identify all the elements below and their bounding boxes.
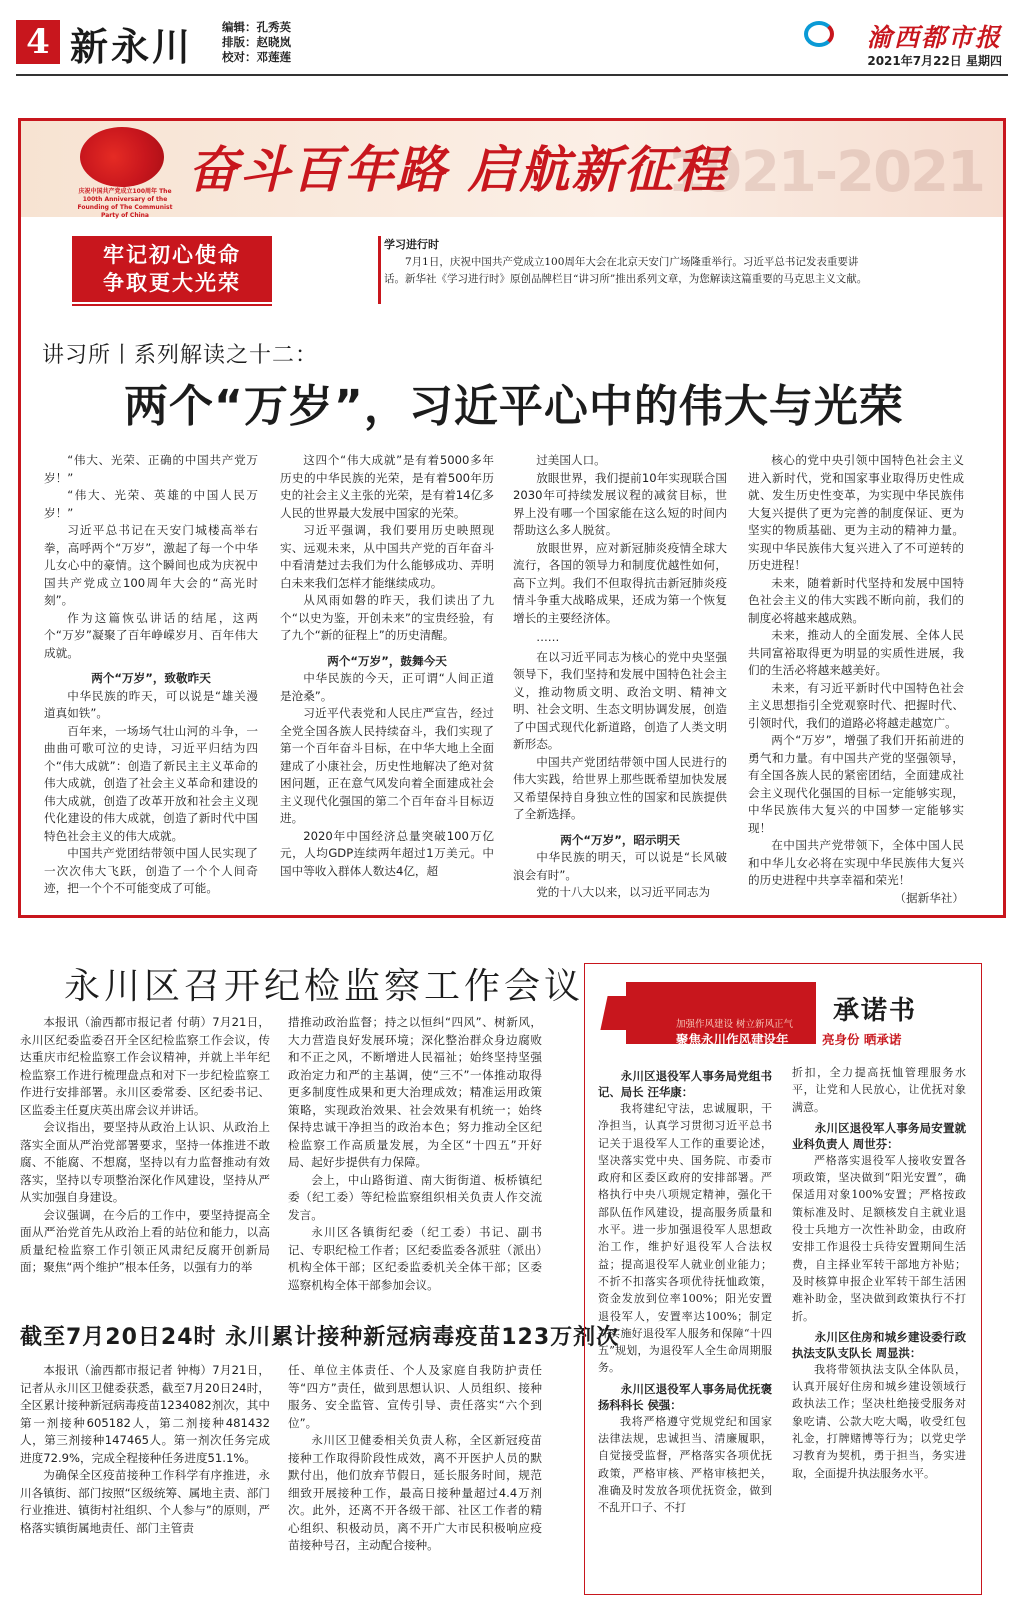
meeting-column-1	[20, 1014, 270, 1277]
paragraph: 从风雨如磐的昨天，我们读出了九个“以史为鉴，开创未来”的宝贵经验，有了九个“新的征程上”的历史清醒。	[280, 593, 494, 642]
issue-date: 2021年7月22日 星期四	[867, 54, 1002, 68]
badge-line-1: 牢记初心使命	[103, 243, 241, 267]
party-emblem-icon	[80, 127, 164, 187]
paragraph: 会上，中山路街道、南大街街道、板桥镇纪委（纪工委）等纪检监察组织相关负责人作交流发言。	[288, 1172, 542, 1222]
paragraph: 未来，推动人的全面发展、全体人民共同富裕取得更为明显的实质性进展，我们的生活必将越来越美好。	[748, 628, 964, 677]
paragraph: 习近平总书记在天安门城楼高举右拳，高呼两个“万岁”，激起了每一个中华儿女心中的豪情。这个瞬间也成为庆祝中国共产党成立100周年大会的“高光时刻”。	[44, 523, 258, 607]
paragraph: 我将建纪守法，忠诚履职，干净担当，认真学习贯彻习近平总书记关于退役军人工作的重要论述，坚决落实党中央、国务院、市委市政府和区委区政府的安排部署。严格执行中央八项规定精神，强化干部队伍作风建设，提高服务质量和水平。进一步加强退役军人思想政治工作，维护好退役军人合法权益；提高退役军人就业创业能力；不折不扣落实各项优待抚恤政策，资金发放到位率100%；阳光安置退役军人，安置率达100%；制定并实施好退役军人服务和保障“十四五”规划，为退役军人全生命周期服务。	[598, 1102, 772, 1375]
article-column-4	[748, 452, 964, 907]
paragraph: 任、单位主体责任、个人及家庭自我防护责任等“四方”责任，做到思想认识、人员组织、接种服务、安全监管、宣传引导、责任落实“六个到位”。	[288, 1363, 542, 1430]
paragraph: 永川区卫健委相关负责人称，全区新冠疫苗接种工作取得阶段性成效，离不开医护人员的默默付出，他们放弃节假日，延长服务时间，规范细致开展接种工作，最高日接种量超过4.4万剂次。此外，还离不开各级干部、社区工作者的精心组织、积极动员，离不开广大市民积极响应疫苗接种号召，主动配合接种。	[288, 1433, 542, 1552]
meeting-column-2	[288, 1014, 542, 1294]
promise-title: 承诺书	[833, 996, 918, 1026]
paragraph: 习近平强调，我们要用历史映照现实、远观未来，从中国共产党的百年奋斗中看清楚过去我们为什么能够成功、弄明白未来我们怎样才能继续成功。	[280, 523, 494, 590]
paragraph: 中华民族的明天，可以说是“长风破浪会有时”。	[513, 850, 727, 882]
banner-slogan: 奋斗百年路 启航新征程	[188, 140, 728, 199]
intro-text: 7月1日，庆祝中国共产党成立100周年大会在北京天安门广场隆重举行。习近平总书记发表重要讲话。新华社《学习进行时》原创品牌栏目“讲习所”推出系列文章，为您解读这篇重要的马克思主义文献。	[384, 256, 868, 285]
page-number: 4	[16, 20, 60, 64]
paragraph: 为确保全区疫苗接种工作科学有序推进，永川各镇街、部门按照“区级统筹、属地主责、部门行业推进、镇街村社组织、个人参与”的原则，严格落实镇街属地责任、部门主管责	[20, 1468, 270, 1535]
paragraph: 核心的党中央引领中国特色社会主义进入新时代，党和国家事业取得历史性成就、发生历史性变革，为实现中华民族伟大复兴提供了更为完善的制度保证、更为坚实的物质基础、更为主动的精神力量。实现中华民族伟大复兴进入了不可逆转的历史进程！	[748, 453, 964, 572]
section-subhead: 两个“万岁”，昭示明天	[560, 832, 680, 847]
paragraph: 习近平代表党和人民庄严宣告，经过全党全国各族人民持续奋斗，我们实现了第一个百年奋斗目标，在中华大地上全面建成了小康社会，历史性地解决了绝对贫困问题，正在意气风发向着全面建成社会主义现代化强国的第二个百年奋斗目标迈进。	[280, 706, 494, 825]
promise-heading: 永川区住房和城乡建设委行政执法支队支队长 周显洪：	[792, 1329, 966, 1360]
paragraph: 放眼世界，应对新冠肺炎疫情全球大流行，各国的领导力和制度优越性如何，高下立判。我们不但取得抗击新冠肺炎疫情斗争重大战略成果，还成为第一个恢复增长的主要经济体。	[513, 540, 727, 625]
promise-heading: 永川区退役军人事务局党组书记、局长 汪华康：	[598, 1069, 772, 1099]
paragraph: 放眼世界，我们提前10年实现联合国2030年可持续发展议程的减贫目标，世界上没有哪一个国家能在这么短的时间内帮助这么多人脱贫。	[513, 470, 727, 537]
page-name: 新永川	[70, 24, 194, 69]
article-column-3	[513, 452, 727, 902]
vaccine-column-1	[20, 1362, 270, 1537]
paragraph: 中国共产党团结带领中国人民进行的伟大实践，给世界上那些既希望加快发展又希望保持自身独立性的国家和民族提供了全新选择。	[513, 754, 727, 821]
paragraph: 严格落实退役军人接收安置各项政策，坚决做到“阳光安置”，确保适用对象100%安置；严格按政策标准及时、足额核发自主就业退役士兵地方一次性补助金，由政府安排工作退役士兵待安置期间生活费，自主择业军转干部地方补贴；及时核算申报企业军转干部生活困难补助金，坚决做到政策执行不打折。	[792, 1153, 966, 1323]
topic-badge	[72, 236, 272, 302]
intro-title: 学习进行时	[384, 238, 439, 251]
paragraph: 本报讯（渝西都市报记者 钟梅）7月21日，记者从永川区卫健委获悉，截至7月20日24时，全区累计接种新冠病毒疫苗1234082剂次，其中第一剂接种605182人，第二剂接种481432人，第三剂接种147465人。第一剂次任务完成进度72.9%，完成全程接种任务进度51.1%。	[20, 1363, 270, 1465]
layout-credit: 排版：赵晓岚	[222, 35, 291, 49]
section-subhead: 两个“万岁”，鼓舞今天	[327, 653, 447, 668]
header-divider	[16, 74, 1008, 76]
paragraph: 党的十八大以来，以习近平同志为	[536, 885, 711, 899]
paragraph: 本报讯（渝西都市报记者 付萌）7月21日，永川区纪委监委召开全区纪检监察工作会议，传达重庆市纪检监察工作会议精神，并就上半年纪检监察工作进行梳理盘点和对下一步纪检监察工作进行安排部署。永川区委常委、区纪委书记、区监委主任夏庆英出席会议并讲话。	[20, 1015, 270, 1117]
promise-heading: 永川区退役军人事务局优抚褒扬科科长 侯强：	[598, 1381, 772, 1412]
paragraph: 我将严格遵守党规党纪和国家法律法规，忠诚担当、清廉履职，自觉接受监督，严格落实各项优抚政策，严格审核、严格审核把关，准确及时发放各项优抚资金，做到不乱开口子、不打	[598, 1414, 772, 1515]
paragraph: 中华民族的昨天，可以说是“雄关漫道真如铁”。	[44, 688, 258, 720]
proof-credit: 校对：邓莲莲	[222, 50, 291, 64]
news-headline-meeting: 永川区召开纪检监察工作会议	[64, 966, 585, 1007]
paragraph: 2020年中国经济总量突破100万亿元，人均GDP连续两年超过1万美元。中国中等收入群体人数达4亿，超	[280, 828, 494, 878]
ellipsis: ……	[536, 630, 560, 644]
article-column-2	[280, 452, 494, 880]
news-headline-vaccine: 截至7月20日24时 永川累计接种新冠病毒疫苗123万剂次	[20, 1325, 620, 1350]
promise-heading: 永川区退役军人事务局安置就业科负责人 周世芬：	[792, 1120, 966, 1151]
paragraph: 我将带领执法支队全体队员，认真开展好住房和城乡建设领域行政执法工作；坚决杜绝接受服务对象吃请、公款大吃大喝，收受红包礼金，打牌赌博等行为；以党史学习教育为契机，勇于担当，务实进取，全面提升执法服务水平。	[792, 1362, 966, 1480]
article-headline: 两个“万岁”，习近平心中的伟大与光荣	[124, 381, 904, 432]
paragraph: 会议指出，要坚持从政治上认识、从政治上落实全面从严治党部署要求，坚持一体推进不敢腐、不能腐、不想腐，坚持以有力监督推动有效落实，坚持以专项整治深化作风建设，坚持从严从实加强自身建设。	[20, 1120, 270, 1204]
paragraph: 永川区各镇街纪委（纪工委）书记、副书记、专职纪检工作者；区纪委监委各派驻（派出）机构全体干部；区纪委监委机关全体干部；区委巡察机构全体干部参加会议。	[288, 1225, 542, 1292]
staff-credits	[222, 20, 291, 65]
paragraph: 措推动政治监督；持之以恒纠“四风”、树新风，大力营造良好发展环境；深化整治群众身边腐败和不正之风，不断增进人民福祉；始终坚持坚强政治定力和严的主基调，使“三不”一体推动取得更多制度性成果和更大治理成效；精准运用政策策略，实现政治效果、社会效果有机统一；始终保持忠诚干净担当的政治本色；努力推动全区纪检监察工作高质量发展，为全区“十四五”开好局、起好步提供有力保障。	[288, 1015, 542, 1169]
promise-slogan: 亮身份 晒承诺	[822, 1032, 902, 1047]
section-subhead: 两个“万岁”，致敬昨天	[91, 671, 211, 685]
article-kicker: 讲习所丨系列解读之十二：	[42, 343, 319, 368]
paragraph: 在中国共产党带领下，全体中国人民和中华儿女必将在实现中华民族伟大复兴的历史进程中共享幸福和荣光！	[748, 838, 964, 887]
banner-years: 1921-2021	[667, 140, 984, 205]
badge-underline	[72, 304, 272, 306]
promise-column-1	[598, 1064, 772, 1517]
editor-credit: 编辑：孔秀英	[222, 20, 291, 34]
paragraph: 未来，随着新时代坚持和发展中国特色社会主义的伟大实践不断向前，我们的制度必将越来越成熟。	[748, 575, 964, 625]
promise-tag-1: 加强作风建设 树立新风正气	[676, 1019, 794, 1030]
article-source: （据新华社）	[894, 890, 964, 905]
paragraph: 作为这篇恢弘讲话的结尾，这两个“万岁”凝聚了百年峥嵘岁月、百年伟大成就。	[44, 610, 258, 660]
vaccine-column-2	[288, 1362, 542, 1555]
article-column-1	[44, 452, 258, 898]
paragraph: 中国共产党团结带领中国人民实现了一次次伟大飞跃，创造了一个个人间奇迹，把一个个不可能变成了可能。	[44, 846, 258, 895]
paragraph: 过美国人口。	[536, 453, 606, 467]
promise-column-2	[792, 1064, 966, 1482]
paragraph: “伟大、光荣、英雄的中国人民万岁！”	[44, 488, 258, 520]
paragraph: 百年来，一场场气壮山河的斗争，一曲曲可歌可泣的史诗，习近平归结为四个“伟大成就”：创造了新民主主义革命的伟大成就，创造了社会主义革命和建设的伟大成就，创造了改革开放和社会主义现代化建设的伟大成就，创造了新时代中国特色社会主义的伟大成就。	[44, 723, 258, 843]
paragraph: “伟大、光荣、正确的中国共产党万岁！”	[44, 453, 258, 485]
promise-tag-2: 聚焦永川作风建设年	[676, 1032, 789, 1047]
paragraph: 会议强调，在今后的工作中，要坚持提高全面从严治党首先从政治上看的站位和能力，以高质量纪检监察工作引领正风肃纪反腐开创新局面；聚焦“两个维护”根本任务，以强有力的举	[20, 1207, 270, 1274]
paragraph: 两个“万岁”，增强了我们开拓前进的勇气和力量。有中国共产党的坚强领导，有全国各族人民的紧密团结，全面建成社会主义现代化强国的目标一定能够实现，中华民族伟大复兴的中国梦一定能够实现！	[748, 733, 964, 835]
paragraph: 在以习近平同志为核心的党中央坚强领导下，我们坚持和发展中国特色社会主义，推动物质文明、政治文明、精神文明、社会文明、生态文明协调发展，创造了中国式现代化新道路，创造了人类文明新形态。	[513, 649, 727, 751]
paragraph: 中华民族的今天，正可谓“人间正道是沧桑”。	[280, 671, 494, 703]
newspaper-name: 渝西都市报	[866, 23, 1002, 52]
paragraph: 未来，有习近平新时代中国特色社会主义思想指引全党观察时代、把握时代、引领时代，我们的道路必将越走越宽广。	[748, 680, 964, 730]
badge-line-2: 争取更大光荣	[103, 271, 241, 295]
newspaper-logo-icon	[804, 21, 834, 47]
paragraph: 折扣，全力提高抚恤管理服务水平，让党和人民放心，让优抚对象满意。	[792, 1066, 966, 1114]
emblem-caption: 庆祝中国共产党成立100周年 The 100th Anniversary of the Founding of The Communist Party of China	[77, 188, 173, 219]
paragraph: 这四个“伟大成就”是有着5000多年历史的中华民族的光荣，是有着500年历史的社会主义主张的光荣，是有着14亿多人民的世界最大发展中国家的光荣。	[280, 453, 494, 520]
